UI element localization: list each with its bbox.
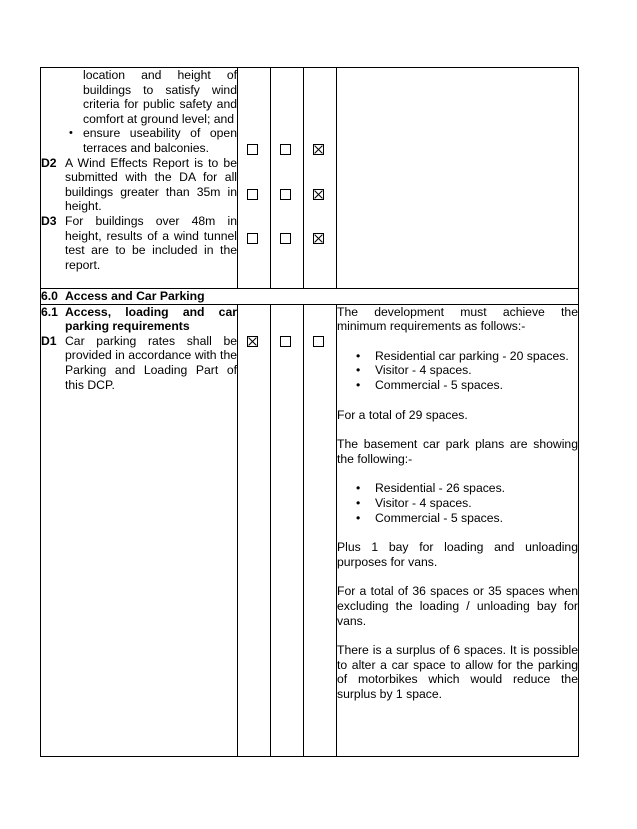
yes-checkbox-checked[interactable] [247,336,258,347]
bullet-icon: • [356,510,361,525]
no-checkbox[interactable] [280,144,291,155]
na-checkbox-checked[interactable] [313,144,324,155]
control-code: D2 [41,155,57,170]
required-spaces-list [337,349,578,393]
no-checkbox[interactable] [280,336,291,347]
section-title: Access and Car Parking [65,289,205,303]
yes-checkbox[interactable] [247,233,258,244]
dcp-compliance-table [40,67,579,757]
controls-cell [41,304,238,756]
subsection-title: Access, loading and car parking requirements [65,304,237,334]
comment-basement-intro: The basement car park plans are showing the following:- [337,437,578,466]
control-code: D1 [41,333,57,348]
no-column-cell [271,68,304,289]
no-column-cell [271,304,304,756]
list-item: • Residential - 26 spaces. [356,481,506,496]
bullet-icon: • [356,363,361,378]
list-item: • Visitor - 4 spaces. [356,363,472,378]
subsection-number: 6.1 [41,304,58,319]
comment-intro: The development must achieve the minimum requirements as follows:- [337,304,578,334]
yes-column-cell [238,304,271,756]
na-checkbox-checked[interactable] [313,233,324,244]
table-row [41,68,579,289]
yes-checkbox[interactable] [247,189,258,200]
list-item: • Visitor - 4 spaces. [356,495,472,510]
bullet-icon: • [356,495,361,510]
na-column-cell [304,304,337,756]
control-code: D3 [41,213,57,228]
bullet-icon: • [356,348,361,363]
control-text: Car parking rates shall be provided in accordance with the Parking and Loading Part of this DCP. [65,333,237,392]
bullet-icon: • [356,377,361,392]
comments-cell [337,304,579,756]
na-column-cell [304,68,337,289]
no-checkbox[interactable] [280,189,291,200]
yes-checkbox[interactable] [247,144,258,155]
section-heading-row [41,289,579,305]
comment-total-required: For a total of 29 spaces. [337,407,468,422]
list-item: • Commercial - 5 spaces. [356,510,504,525]
yes-column-cell [238,68,271,289]
bullet-text: ensure useability of open terraces and balconies. [83,126,237,155]
control-text: For buildings over 48m in height, results of a wind tunnel test are to be included in the report. [65,213,237,272]
subsection-heading [41,305,237,334]
control-d1 [41,334,237,392]
bullet-icon: • [69,127,73,140]
comments-cell [337,68,579,289]
section-heading [41,289,579,305]
comment-surplus: There is a surplus of 6 spaces. It is possible to alter a car space to allow for the parking of motorbikes which would reduce the surplus by 1 space. [337,643,578,701]
list-item [69,126,237,155]
table-row [41,304,579,756]
no-checkbox[interactable] [280,233,291,244]
na-checkbox[interactable] [313,336,324,347]
list-item: • Residential car parking - 20 spaces. [356,348,569,363]
continued-text: location and height of buildings to satisfy wind criteria for public safety and comfort at ground level; and [83,68,237,126]
bullet-icon: • [356,481,361,496]
list-item: • Commercial - 5 spaces. [356,377,504,392]
control-d3 [41,214,237,272]
provided-spaces-list [337,481,578,525]
control-text: A Wind Effects Report is to be submitted with the DA for all buildings greater than 35m in height. [65,155,237,214]
controls-cell [41,68,238,289]
control-d2 [41,156,237,214]
na-checkbox-checked[interactable] [313,189,324,200]
comment-loading: Plus 1 bay for loading and unloading purposes for vans. [337,540,578,569]
comment-total-provided: For a total of 36 spaces or 35 spaces when excluding the loading / unloading bay for vans. [337,584,578,628]
section-number: 6.0 [41,289,58,303]
